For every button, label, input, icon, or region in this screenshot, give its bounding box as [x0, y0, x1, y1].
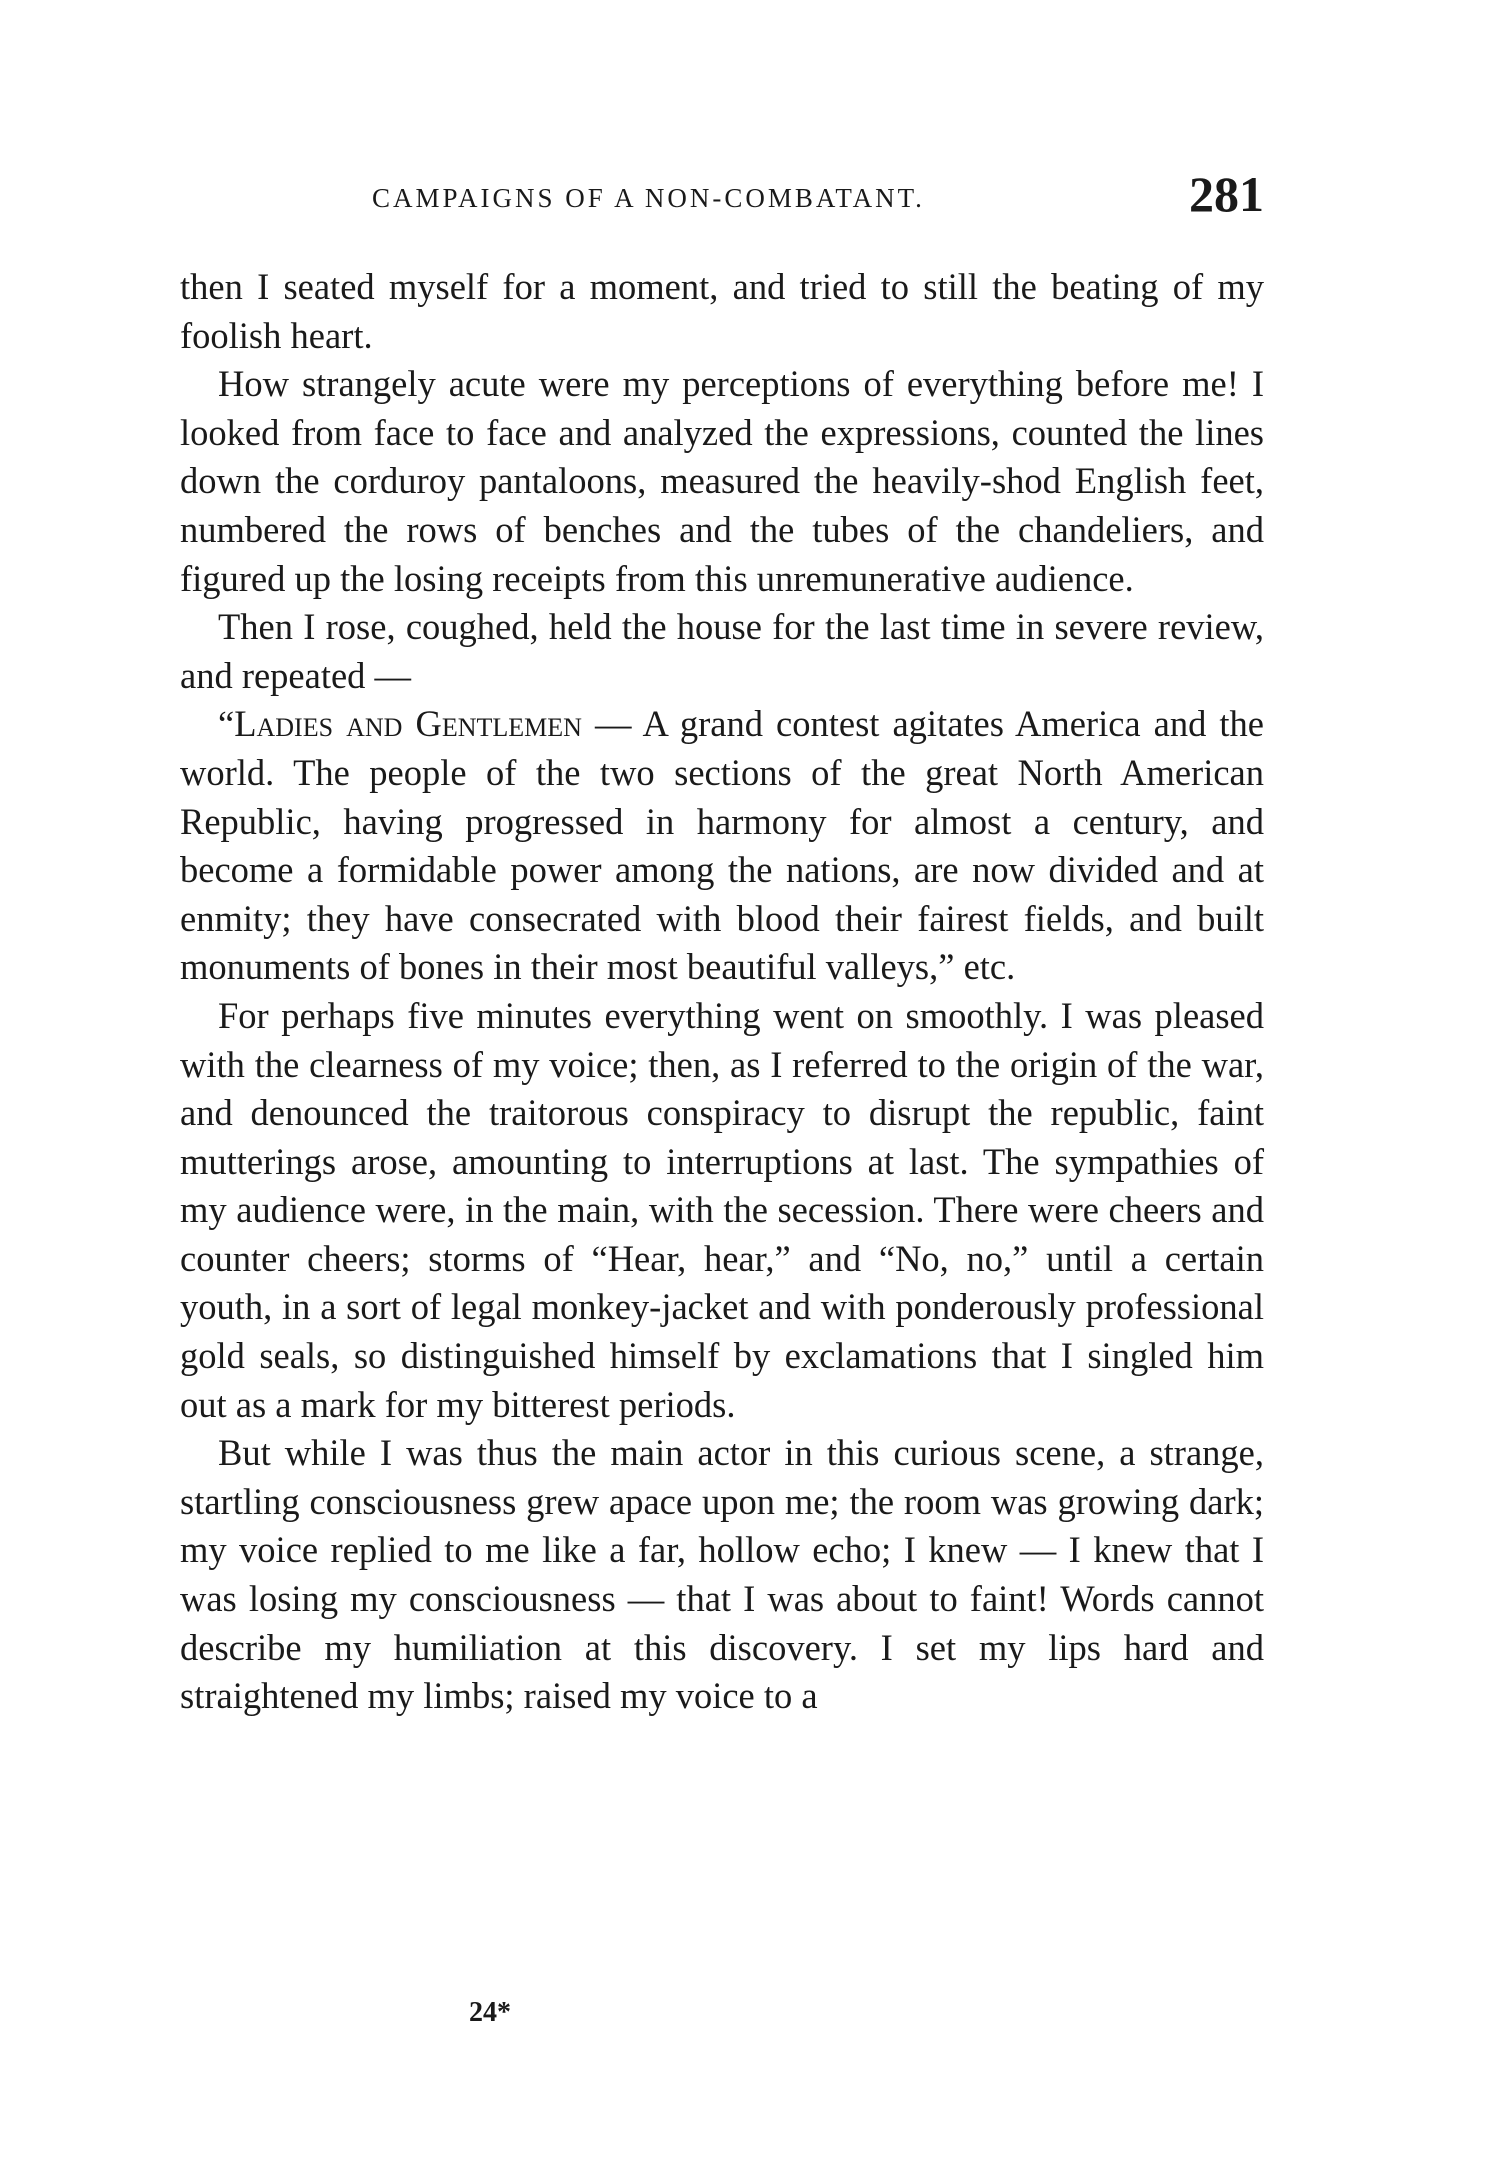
paragraph-speech [180, 700, 1264, 992]
signature-mark: 24* [469, 1997, 511, 2028]
paragraph-rose: Then I rose, coughed, held the house for the last time in severe review, and repeated — [180, 606, 1264, 696]
speech-open-quote: “ [218, 703, 235, 745]
paragraph-perceptions: How strangely acute were my perceptions of everything before me! I looked from face to face and analyzed the expressions, counted the lines down the corduroy pantaloons, measured the heavily-shod English feet, numbered the rows of benches and the tubes of the chandeliers, and figured up the losing receipts from this unremunerative audience. [180, 363, 1264, 599]
page-number: 281 [1189, 166, 1264, 222]
running-title: CAMPAIGNS OF A NON-COMBATANT. [372, 183, 925, 213]
paragraph-five-minutes: For perhaps five minutes everything went on smoothly. I was pleased with the clearness of my voice; then, as I referred to the origin of the war, and denounced the traitorous conspiracy to disrupt the republic, faint mutterings arose, amounting to interruptions at last. The sympathies of my audience were, in the main, with the secession. There were cheers and counter cheers; storms of “Hear, hear,” and “No, no,” until a certain youth, in a sort of legal monkey-jacket and with ponderously professional gold seals, so distinguished himself by exclamations that I singled him out as a mark for my bitterest periods. [180, 994, 1264, 1425]
paragraph-faint: But while I was thus the main actor in this curious scene, a strange, startling consciousness grew apace upon me; the room was growing dark; my voice replied to me like a far, hollow echo; I knew — I knew that I was losing my consciousness — that I was about to faint! Words cannot describe my humiliation at this discovery. I set my lips hard and straightened my limbs; raised my voice to a [180, 1432, 1264, 1717]
speech-text: — A grand contest agitates America and the world. The people of the two sections of the great North American Republic, having progressed in harmony for almost a century, and become a formidable power among the nations, are now divided and at enmity; they have consecrated with blood their fairest fields, and built monuments of bones in their most beautiful valleys,” etc. [180, 703, 1264, 988]
speech-salutation: Ladies and Gentlemen [234, 703, 582, 745]
paragraph-continuation: then I seated myself for a moment, and tried to still the beating of my foolish heart. [180, 266, 1264, 356]
running-head [372, 163, 1264, 233]
body-text [180, 263, 1264, 1721]
